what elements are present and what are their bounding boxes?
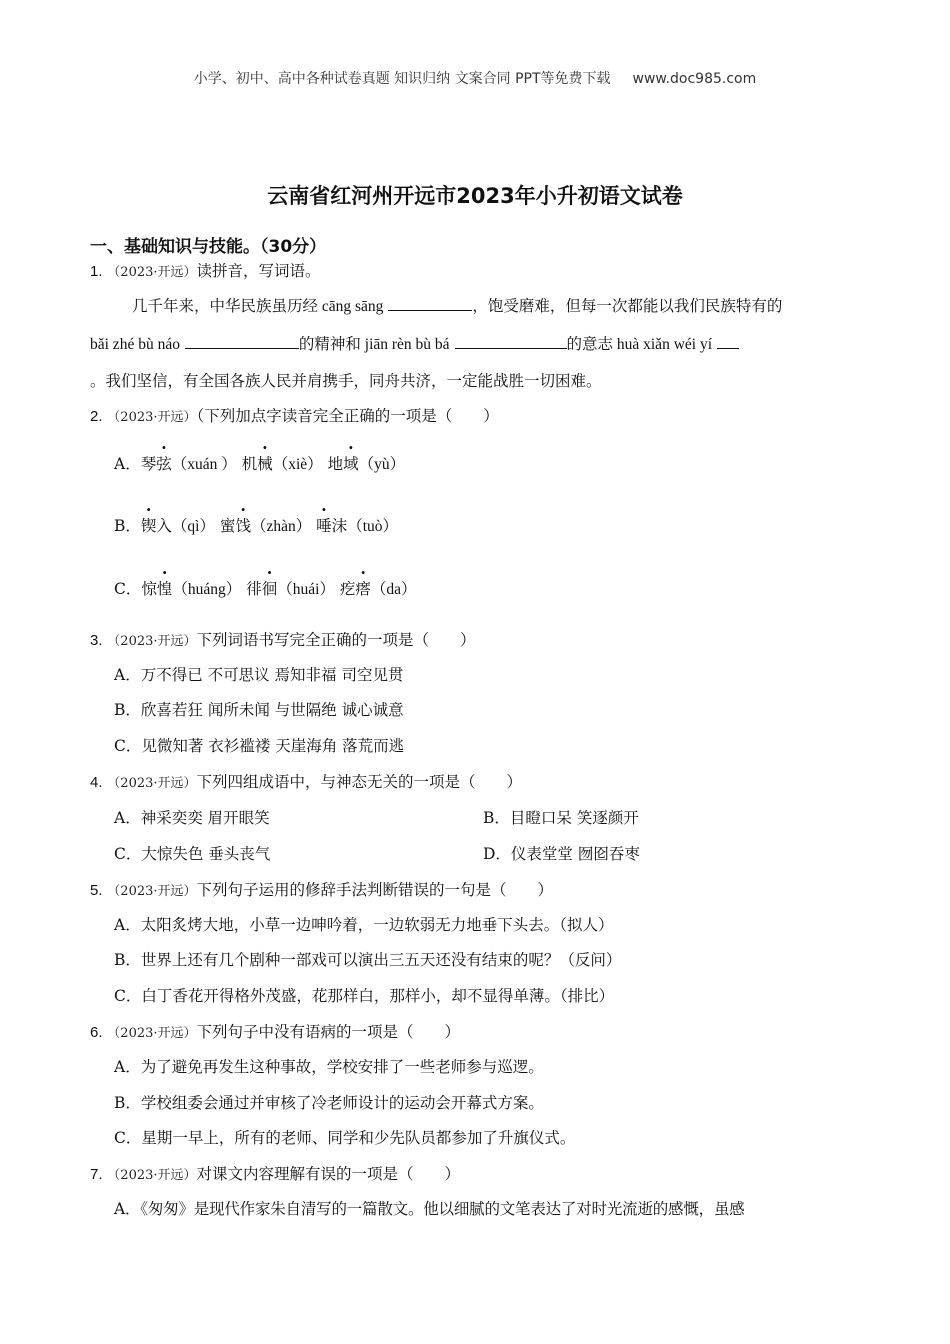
question-stem: 读拼音，写词语。	[196, 262, 321, 280]
question-source: （2023·开远）	[107, 1026, 197, 1041]
q7-option-a: A．《匆匆》是现代作家朱自清写的一篇散文。他以细腻的文笔表达了对时光流逝的感慨，虽感	[114, 1200, 745, 1218]
pinyin: （zhàn）	[250, 518, 312, 535]
dotted-char: 瘩	[355, 580, 371, 598]
option-label: A．	[114, 455, 141, 473]
word-char: 地	[327, 455, 344, 473]
question-stem: 下列句子中没有语病的一项是（ ）	[196, 1023, 461, 1041]
header-url[interactable]: www.doc985.com	[632, 71, 757, 87]
q2-option-a	[114, 452, 405, 474]
q3-option-a: A．万不得已 不可思议 焉知非福 司空见贯	[114, 666, 404, 684]
question-number: 5.	[90, 882, 103, 899]
q3-option-c: C．见微知著 衣衫褴褛 天崖海角 落荒而逃	[114, 737, 405, 755]
question-source: （2023·开远）	[107, 1168, 197, 1183]
q6-option-b: B．学校组委会通过并审核了冷老师设计的运动会开幕式方案。	[114, 1094, 544, 1112]
word-char: 蜜	[219, 517, 236, 535]
question-2	[90, 404, 499, 426]
q3-option-b: B．欣喜若狂 闻所未闻 与世隔绝 诚心诚意	[114, 701, 404, 719]
word-char: 疙	[339, 580, 356, 598]
question-stem: 对课文内容理解有误的一项是（ ）	[196, 1165, 461, 1183]
q1-text: bǎi zhé bù náo	[90, 336, 180, 353]
dotted-char: 域	[343, 455, 359, 473]
question-source: （2023·开远）	[107, 265, 197, 280]
question-number: 4.	[90, 774, 103, 791]
word-char: 沫	[331, 517, 348, 535]
question-6	[90, 1020, 460, 1042]
pinyin: （huáng）	[172, 581, 242, 598]
q6-option-c: C．星期一早上，所有的老师、同学和少先队员都参加了升旗仪式。	[114, 1129, 576, 1147]
q5-option-b: B．世界上还有几个剧种一部戏可以演出三五天还没有结束的呢？（反问）	[114, 951, 622, 969]
answer-blank[interactable]	[388, 294, 472, 311]
dotted-char: 弦	[156, 455, 172, 473]
q1-text: 几千年来，中华民族虽历经 cāng sāng	[132, 298, 384, 315]
q4-option-c: C．大惊失色 垂头丧气	[114, 845, 271, 863]
question-stem: （下列加点字读音完全正确的一项是（ ）	[196, 407, 499, 425]
dotted-char: 惶	[156, 580, 173, 598]
page-header	[0, 68, 950, 88]
dotted-char: 徊	[261, 580, 278, 598]
dotted-char: 饯	[235, 517, 251, 535]
word-char: 琴	[140, 455, 157, 473]
question-stem: 下列词语书写完全正确的一项是（ ）	[196, 631, 476, 649]
header-text: 小学、初中、高中各种试卷真题 知识归纳 文案合同 PPT等免费下载	[193, 71, 611, 87]
pinyin: （xiè）	[272, 456, 323, 473]
question-number: 2.	[90, 408, 103, 425]
pinyin: （xuán ）	[171, 456, 237, 473]
pinyin: （yù）	[358, 456, 406, 473]
question-source: （2023·开远）	[107, 776, 197, 791]
dotted-char: 锲	[140, 517, 157, 535]
q1-line-1	[132, 294, 782, 316]
q5-option-a: A．太阳炙烤大地，小草一边呻吟着，一边软弱无力地垂下头去。（拟人）	[114, 916, 614, 934]
q1-text: 的意志 huà xiǎn wéi yí	[566, 336, 713, 353]
dotted-char: 械	[257, 455, 273, 473]
question-number: 6.	[90, 1024, 103, 1041]
answer-blank[interactable]	[185, 332, 299, 349]
q6-option-a: A．为了避免再发生这种事故，学校安排了一些老师参与巡逻。	[114, 1058, 544, 1076]
dotted-char: 唾	[316, 517, 332, 535]
word-char: 徘	[246, 580, 262, 598]
q1-text: ，饱受磨难，但每一次都能以我们民族特有的	[472, 297, 783, 315]
question-7	[90, 1162, 460, 1184]
question-5	[90, 878, 553, 900]
q1-text: 的精神和 jiān rèn bù bá	[298, 336, 450, 353]
exam-title: 云南省红河州开远市2023年小升初语文试卷	[267, 184, 683, 208]
option-label: B．	[114, 517, 141, 535]
q4-option-d: D．仪表堂堂 囫囵吞枣	[483, 845, 640, 863]
question-number: 1.	[90, 263, 103, 280]
pinyin: （qì）	[171, 518, 215, 535]
q5-option-c: C．白丁香花开得格外茂盛，花那样白，那样小，却不显得单薄。（排比）	[114, 987, 615, 1005]
q1-line-3: 。我们坚信，有全国各族人民并肩携手，同舟共济，一定能战胜一切困难。	[90, 372, 602, 390]
q2-option-c	[114, 577, 417, 599]
question-1	[90, 259, 321, 281]
option-label: C．	[114, 580, 142, 598]
q4-option-b: B．目瞪口呆 笑逐颜开	[483, 809, 639, 827]
q4-option-a: A．神采奕奕 眉开眼笑	[114, 809, 270, 827]
q1-line-2	[90, 332, 739, 354]
answer-blank[interactable]	[717, 332, 739, 349]
answer-blank[interactable]	[455, 332, 567, 349]
question-stem: 下列句子运用的修辞手法判断错误的一句是（ ）	[196, 881, 554, 899]
word-char: 机	[241, 455, 258, 473]
question-4	[90, 770, 522, 792]
question-number: 7.	[90, 1166, 103, 1183]
question-number: 3.	[90, 632, 103, 649]
section-heading: 一、基础知识与技能。（30分）	[90, 237, 327, 257]
question-source: （2023·开远）	[107, 634, 197, 649]
pinyin: （huái）	[277, 581, 335, 598]
question-source: （2023·开远）	[107, 410, 197, 425]
word-char: 惊	[141, 580, 157, 598]
word-char: 入	[156, 517, 172, 535]
pinyin: （tuò）	[347, 518, 398, 535]
question-stem: 下列四组成语中，与神态无关的一项是（ ）	[196, 773, 523, 791]
q2-option-b	[114, 514, 398, 536]
question-3	[90, 628, 476, 650]
question-source: （2023·开远）	[107, 884, 197, 899]
pinyin: （da）	[370, 581, 417, 598]
